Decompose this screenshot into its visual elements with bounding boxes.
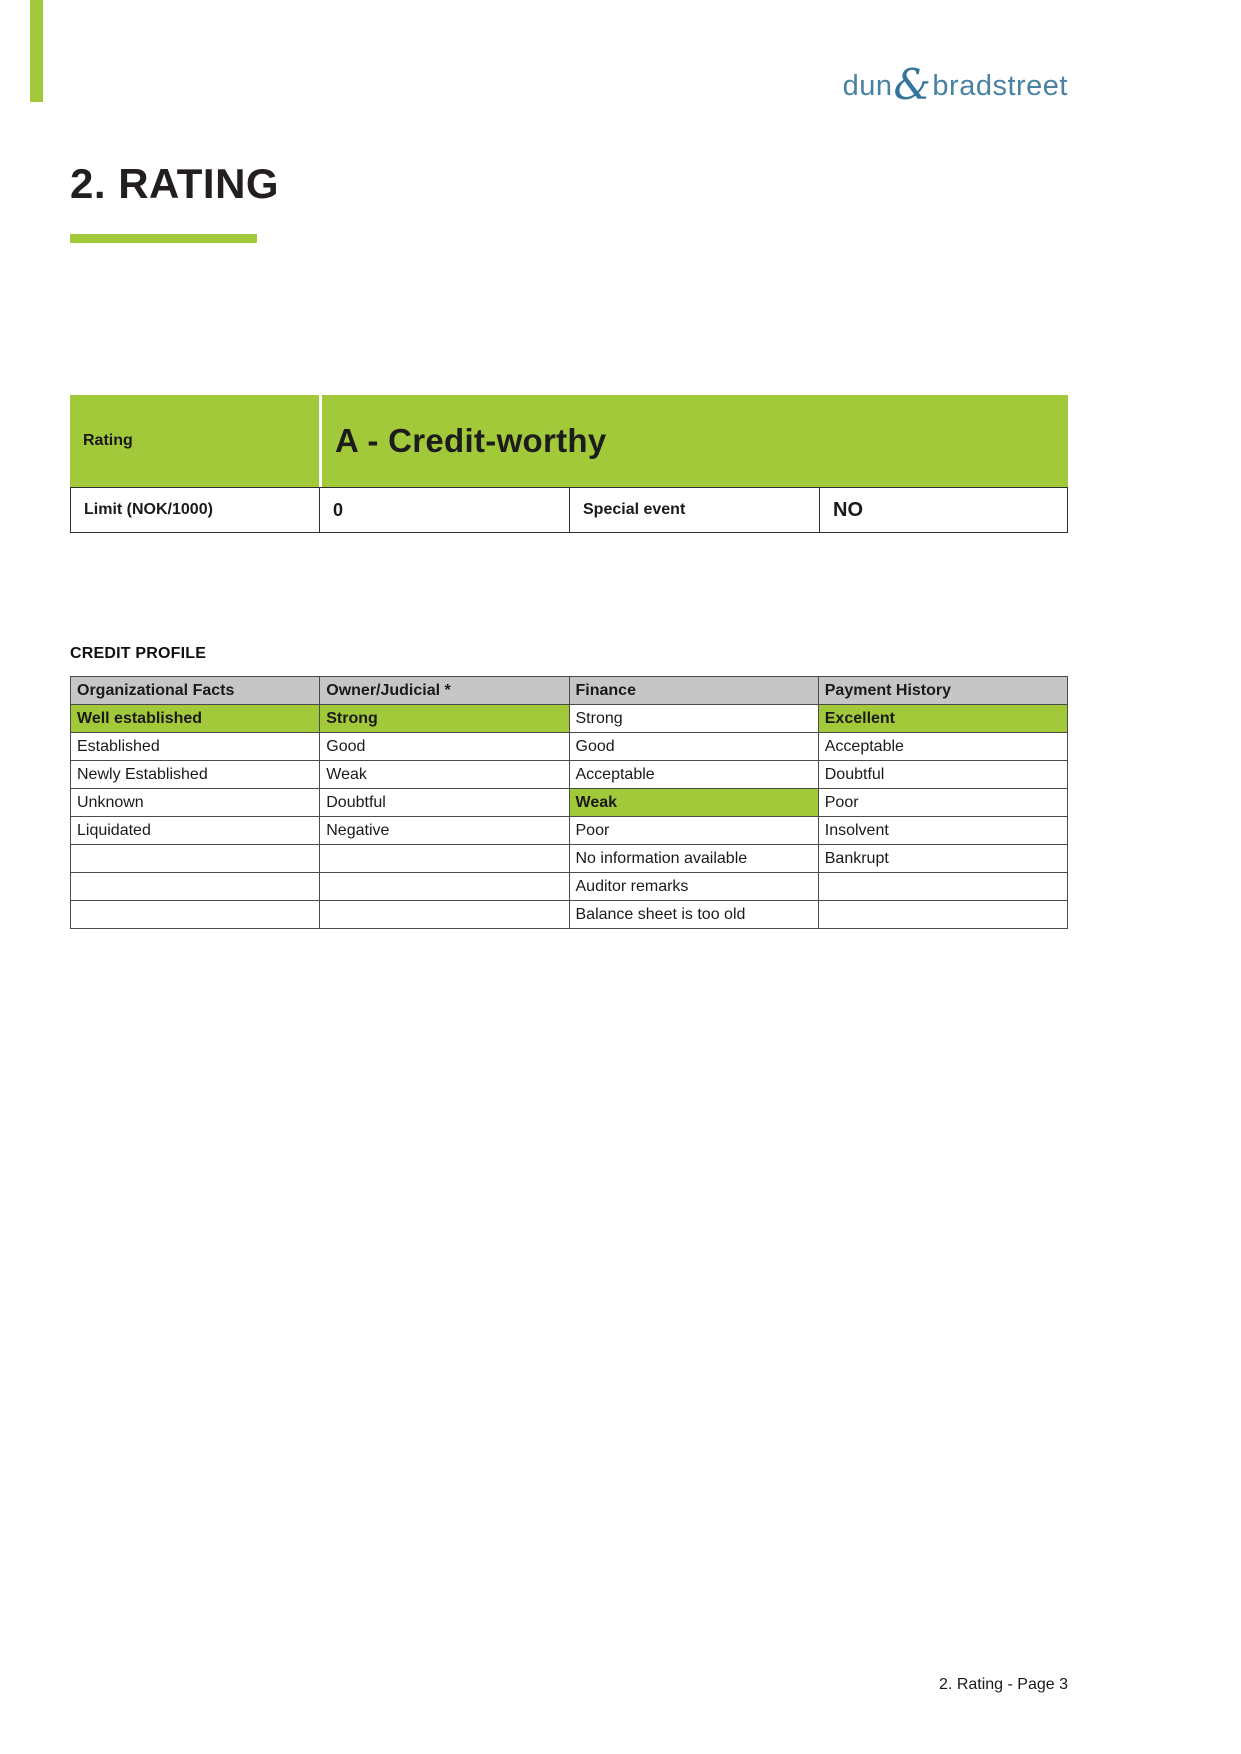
table-row	[71, 817, 1068, 845]
credit-profile-cell: Newly Established	[71, 761, 320, 789]
credit-profile-title: CREDIT PROFILE	[70, 645, 207, 662]
credit-profile-cell	[320, 873, 569, 901]
logo-text-dun: dun	[842, 70, 893, 102]
credit-profile-cell: Unknown	[71, 789, 320, 817]
rating-table	[70, 395, 1068, 533]
credit-profile-cell-highlighted: Well established	[71, 705, 320, 733]
logo-ampersand-icon: &	[893, 60, 932, 109]
credit-profile-cell: Acceptable	[818, 733, 1067, 761]
limit-label: Limit (NOK/1000)	[70, 487, 320, 533]
table-row	[71, 845, 1068, 873]
column-header: Owner/Judicial *	[320, 677, 569, 705]
credit-profile-cell: Acceptable	[569, 761, 818, 789]
rating-value: A - Credit-worthy	[322, 395, 1068, 487]
credit-profile-cell: Good	[320, 733, 569, 761]
credit-profile-cell	[71, 873, 320, 901]
credit-profile-cell: Liquidated	[71, 817, 320, 845]
credit-profile-cell	[818, 901, 1067, 929]
credit-profile-cell: Insolvent	[818, 817, 1067, 845]
table-row	[71, 705, 1068, 733]
credit-profile-cell: Negative	[320, 817, 569, 845]
credit-profile-table	[70, 676, 1068, 929]
credit-profile-cell: Strong	[569, 705, 818, 733]
credit-profile-cell	[320, 901, 569, 929]
credit-profile-body	[71, 705, 1068, 929]
credit-profile-cell: Weak	[320, 761, 569, 789]
credit-profile-cell: Balance sheet is too old	[569, 901, 818, 929]
rating-row	[70, 395, 1068, 487]
table-row	[71, 761, 1068, 789]
credit-profile-cell: No information available	[569, 845, 818, 873]
credit-profile-cell: Good	[569, 733, 818, 761]
table-row	[71, 789, 1068, 817]
table-row	[71, 733, 1068, 761]
credit-profile-cell-highlighted: Excellent	[818, 705, 1067, 733]
credit-profile-cell: Poor	[569, 817, 818, 845]
title-underline	[70, 234, 257, 243]
rating-label: Rating	[70, 395, 319, 487]
credit-profile-cell: Bankrupt	[818, 845, 1067, 873]
column-header: Finance	[569, 677, 818, 705]
credit-profile-cell: Established	[71, 733, 320, 761]
credit-profile-cell	[71, 901, 320, 929]
credit-profile-cell-highlighted: Weak	[569, 789, 818, 817]
limit-row	[70, 487, 1068, 533]
logo-text-bradstreet: bradstreet	[932, 70, 1068, 102]
table-row	[71, 901, 1068, 929]
credit-profile-cell	[71, 845, 320, 873]
page-corner-accent	[30, 0, 43, 102]
credit-profile-cell: Doubtful	[320, 789, 569, 817]
table-row	[71, 873, 1068, 901]
special-event-value: NO	[820, 487, 1068, 533]
page-title: 2. RATING	[70, 160, 280, 207]
limit-value: 0	[320, 487, 570, 533]
dnb-logo	[842, 60, 1068, 109]
credit-profile-cell: Poor	[818, 789, 1067, 817]
credit-profile-cell	[818, 873, 1067, 901]
credit-profile-cell	[320, 845, 569, 873]
credit-profile-cell: Auditor remarks	[569, 873, 818, 901]
credit-profile-cell: Doubtful	[818, 761, 1067, 789]
column-header: Payment History	[818, 677, 1067, 705]
special-event-label: Special event	[570, 487, 820, 533]
credit-profile-cell-highlighted: Strong	[320, 705, 569, 733]
credit-profile-header-row	[71, 677, 1068, 705]
column-header: Organizational Facts	[71, 677, 320, 705]
credit-profile-head	[71, 677, 1068, 705]
page-footer: 2. Rating - Page 3	[939, 1676, 1068, 1693]
